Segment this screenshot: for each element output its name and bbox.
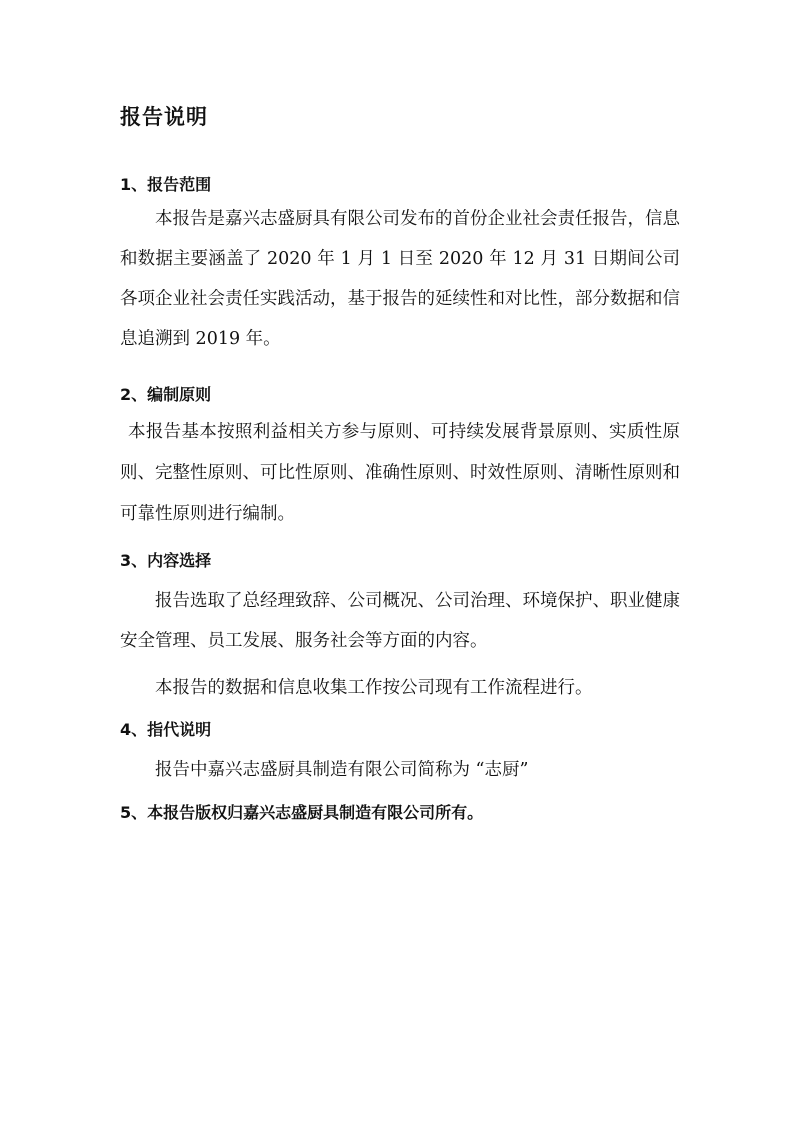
section-heading-principles: 2、编制原则 <box>120 385 212 404</box>
section-paragraph-abbreviation: 报告中嘉兴志盛厨具制造有限公司简称为 “志厨” <box>155 760 529 780</box>
section-heading-scope: 1、报告范围 <box>120 175 212 194</box>
section-paragraph-principles: 本报告基本按照利益相关方参与原则、可持续发展背景原则、实质性原则、完整性原则、可比性原则、准确性原则、时效性原则、清晰性原则和可靠性原则进行编制。 <box>120 422 680 524</box>
section-paragraph-data-collection: 本报告的数据和信息收集工作按公司现有工作流程进行。 <box>155 678 593 698</box>
copyright-statement: 5、本报告版权归嘉兴志盛厨具制造有限公司所有。 <box>120 803 484 822</box>
document-title: 报告说明 <box>120 105 208 129</box>
section-paragraph-scope: 本报告是嘉兴志盛厨具有限公司发布的首份企业社会责任报告，信息和数据主要涵盖了 2020 年 1 月 1 日至 2020 年 12 月 31 日期间公司各项企业社会责任实践活动，基于报告的延续性和对比性，部分数据和信息追溯到 2019 年。 <box>120 209 680 349</box>
section-heading-abbreviation: 4、指代说明 <box>120 720 212 739</box>
section-heading-content-selection: 3、内容选择 <box>120 551 212 570</box>
section-paragraph-content-selection: 报告选取了总经理致辞、公司概况、公司治理、环境保护、职业健康安全管理、员工发展、服务社会等方面的内容。 <box>120 591 680 651</box>
